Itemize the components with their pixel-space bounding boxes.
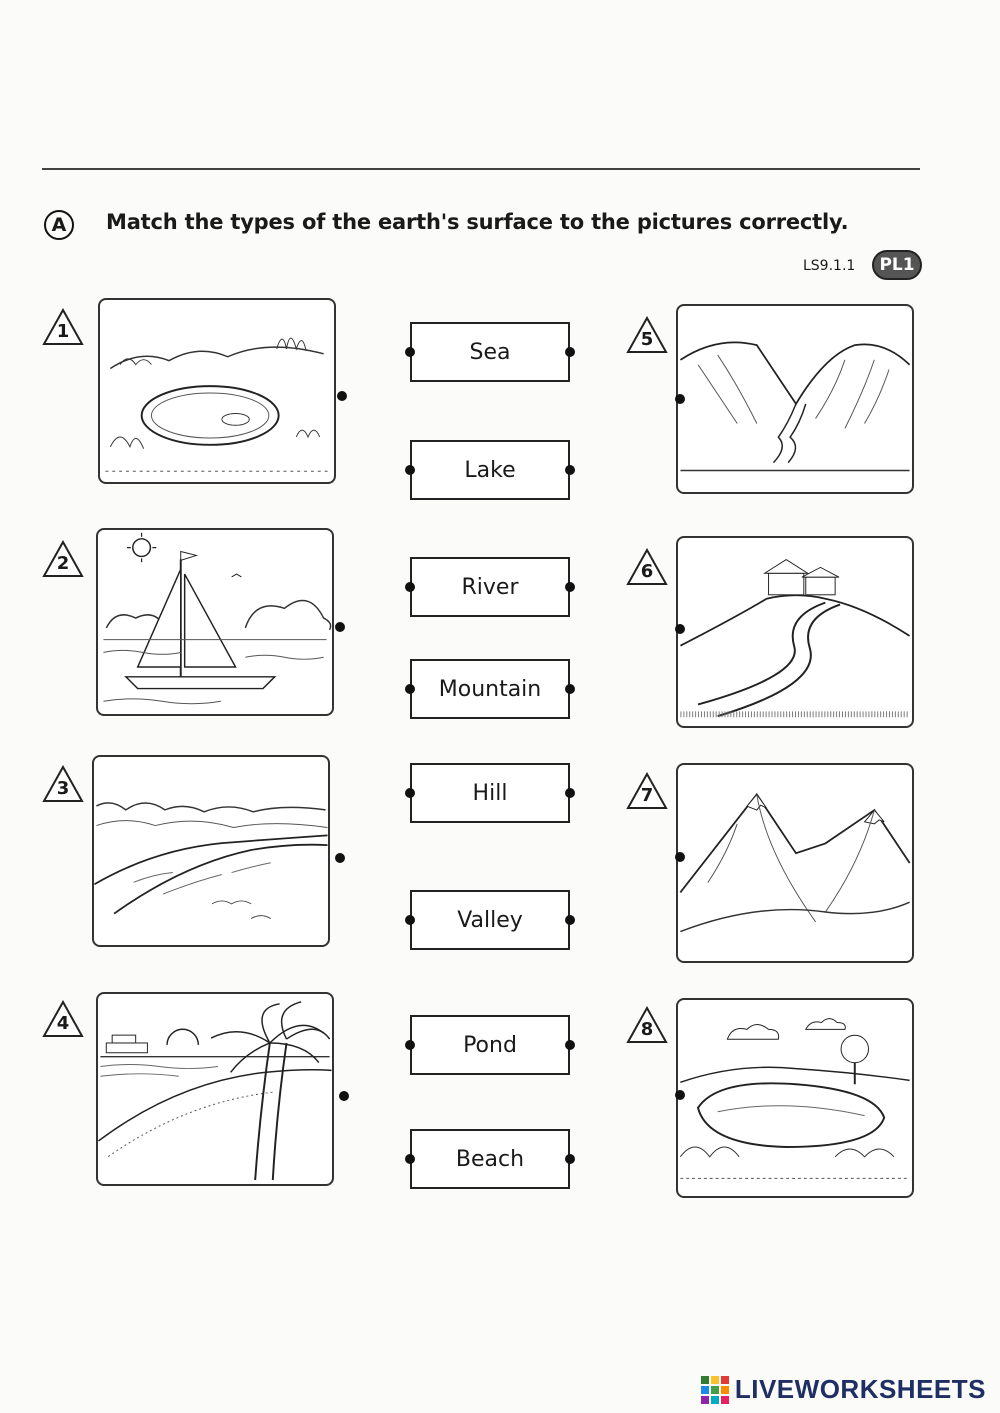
word-lake-left-dot[interactable] xyxy=(405,465,415,475)
picture-2-sea xyxy=(96,528,334,716)
logo-square xyxy=(711,1386,719,1394)
river-scene-icon xyxy=(94,757,328,945)
word-valley-left-dot[interactable] xyxy=(405,915,415,925)
word-river-right-dot[interactable] xyxy=(565,582,575,592)
picture-4-beach xyxy=(96,992,334,1186)
instruction-text: Match the types of the earth's surface to the pictures correctly. xyxy=(106,210,849,234)
logo-square xyxy=(701,1396,709,1404)
word-box-mountain[interactable] xyxy=(410,659,570,719)
word-valley-right-dot[interactable] xyxy=(565,915,575,925)
picture-number-6: 6 xyxy=(626,548,668,586)
picture-number-7: 7 xyxy=(626,772,668,810)
logo-square xyxy=(711,1376,719,1384)
logo-square xyxy=(721,1386,729,1394)
word-box-pond[interactable] xyxy=(410,1015,570,1075)
word-label: Sea xyxy=(469,339,511,365)
word-pond-right-dot[interactable] xyxy=(565,1040,575,1050)
footer-brand[interactable] xyxy=(701,1374,986,1405)
word-label: Hill xyxy=(472,780,508,806)
logo-square xyxy=(701,1386,709,1394)
word-hill-left-dot[interactable] xyxy=(405,788,415,798)
picture-6-hill xyxy=(676,536,914,728)
picture-number-8: 8 xyxy=(626,1006,668,1044)
picture-8-dot[interactable] xyxy=(675,1090,685,1100)
word-mountain-left-dot[interactable] xyxy=(405,684,415,694)
word-label: Pond xyxy=(463,1032,517,1058)
lake-scene-icon xyxy=(678,1000,912,1196)
picture-number-5: 5 xyxy=(626,316,668,354)
top-rule xyxy=(42,168,920,170)
picture-3-dot[interactable] xyxy=(335,853,345,863)
word-hill-right-dot[interactable] xyxy=(565,788,575,798)
word-label: Lake xyxy=(464,457,516,483)
picture-2-dot[interactable] xyxy=(335,622,345,632)
logo-square xyxy=(701,1376,709,1384)
word-label: Beach xyxy=(455,1146,525,1172)
valley-scene-icon xyxy=(678,306,912,492)
logo-square xyxy=(721,1376,729,1384)
picture-7-mountain xyxy=(676,763,914,963)
picture-5-dot[interactable] xyxy=(675,394,685,404)
picture-1-pond xyxy=(98,298,336,484)
picture-number-1: 1 xyxy=(42,308,84,346)
picture-8-lake xyxy=(676,998,914,1198)
sea-sailboat-icon xyxy=(98,530,332,714)
word-pond-left-dot[interactable] xyxy=(405,1040,415,1050)
word-sea-left-dot[interactable] xyxy=(405,347,415,357)
word-box-hill[interactable] xyxy=(410,763,570,823)
picture-number-4: 4 xyxy=(42,1000,84,1038)
picture-3-river xyxy=(92,755,330,947)
picture-number-2: 2 xyxy=(42,540,84,578)
picture-number-3: 3 xyxy=(42,765,84,803)
word-mountain-right-dot[interactable] xyxy=(565,684,575,694)
word-box-river[interactable] xyxy=(410,557,570,617)
brand-name: LIVEWORKSHEETS xyxy=(734,1374,986,1404)
word-beach-left-dot[interactable] xyxy=(405,1154,415,1164)
word-label: Mountain xyxy=(438,676,542,702)
word-beach-right-dot[interactable] xyxy=(565,1154,575,1164)
beach-palm-icon xyxy=(98,994,332,1184)
word-box-sea[interactable] xyxy=(410,322,570,382)
word-label: Valley xyxy=(457,907,523,933)
level-badge: PL1 xyxy=(872,250,922,280)
word-lake-right-dot[interactable] xyxy=(565,465,575,475)
standard-code: LS9.1.1 xyxy=(803,258,856,274)
mountain-peaks-icon xyxy=(678,765,912,961)
pond-scene-icon xyxy=(100,300,334,482)
word-box-valley[interactable] xyxy=(410,890,570,950)
logo-square xyxy=(711,1396,719,1404)
liveworksheets-logo-icon xyxy=(701,1376,729,1404)
hill-house-icon xyxy=(678,538,912,726)
word-sea-right-dot[interactable] xyxy=(565,347,575,357)
logo-square xyxy=(721,1396,729,1404)
picture-1-dot[interactable] xyxy=(337,391,347,401)
word-box-lake[interactable] xyxy=(410,440,570,500)
word-river-left-dot[interactable] xyxy=(405,582,415,592)
picture-5-valley xyxy=(676,304,914,494)
word-label: River xyxy=(461,574,519,600)
picture-7-dot[interactable] xyxy=(675,852,685,862)
word-box-beach[interactable] xyxy=(410,1129,570,1189)
picture-4-dot[interactable] xyxy=(339,1091,349,1101)
picture-6-dot[interactable] xyxy=(675,624,685,634)
section-badge: A xyxy=(44,210,74,240)
